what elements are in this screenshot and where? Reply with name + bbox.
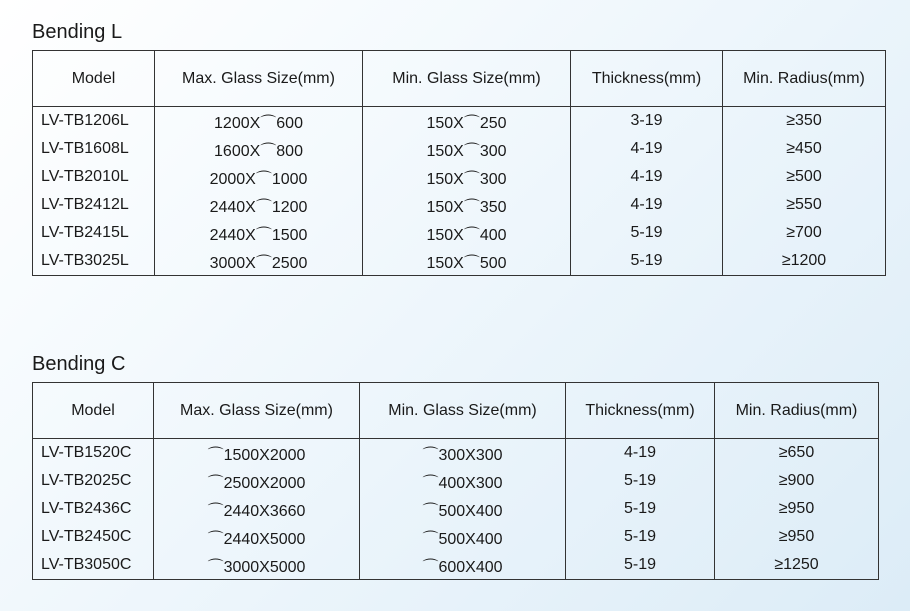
cell-max-size: 1200X⌒600 bbox=[155, 107, 363, 136]
cell-model: LV-TB2415L bbox=[33, 219, 155, 247]
col-header-model: Model bbox=[33, 383, 154, 439]
cell-min-size: 150X⌒400 bbox=[363, 219, 571, 247]
section-title: Bending L bbox=[32, 21, 123, 43]
bending-c-body bbox=[33, 439, 879, 580]
table-row bbox=[33, 551, 879, 580]
cell-min-size: ⌒600X400 bbox=[360, 551, 566, 580]
cell-model: LV-TB1520C bbox=[33, 439, 154, 468]
cell-thickness: 5-19 bbox=[566, 495, 715, 523]
cell-thickness: 3-19 bbox=[571, 107, 723, 136]
cell-max-size: 2440X⌒1200 bbox=[155, 191, 363, 219]
cell-thickness: 5-19 bbox=[571, 247, 723, 276]
bending-l-table bbox=[32, 50, 886, 276]
cell-min-radius: ≥950 bbox=[715, 523, 879, 551]
cell-model: LV-TB2450C bbox=[33, 523, 154, 551]
table-row bbox=[33, 439, 879, 468]
cell-thickness: 5-19 bbox=[566, 551, 715, 580]
cell-max-size: 3000X⌒2500 bbox=[155, 247, 363, 276]
cell-min-size: ⌒300X300 bbox=[360, 439, 566, 468]
col-header-min-size: Min. Glass Size(mm) bbox=[360, 383, 566, 439]
table-row bbox=[33, 467, 879, 495]
col-header-model: Model bbox=[33, 51, 155, 107]
bending-c-section bbox=[32, 352, 879, 580]
cell-min-radius: ≥950 bbox=[715, 495, 879, 523]
cell-model: LV-TB2436C bbox=[33, 495, 154, 523]
cell-max-size: 2000X⌒1000 bbox=[155, 163, 363, 191]
cell-thickness: 5-19 bbox=[571, 219, 723, 247]
header-row bbox=[33, 51, 886, 107]
cell-max-size: ⌒2440X5000 bbox=[154, 523, 360, 551]
section-title: Bending C bbox=[32, 353, 126, 375]
cell-thickness: 4-19 bbox=[566, 439, 715, 468]
cell-thickness: 5-19 bbox=[566, 523, 715, 551]
header-row bbox=[33, 383, 879, 439]
bending-l-body bbox=[33, 107, 886, 276]
table-row bbox=[33, 107, 886, 136]
table-row bbox=[33, 191, 886, 219]
col-header-thickness: Thickness(mm) bbox=[566, 383, 715, 439]
cell-model: LV-TB3050C bbox=[33, 551, 154, 580]
cell-thickness: 4-19 bbox=[571, 135, 723, 163]
table-row bbox=[33, 523, 879, 551]
cell-min-size: 150X⌒250 bbox=[363, 107, 571, 136]
cell-max-size: ⌒2440X3660 bbox=[154, 495, 360, 523]
cell-max-size: ⌒3000X5000 bbox=[154, 551, 360, 580]
col-header-max-size: Max. Glass Size(mm) bbox=[154, 383, 360, 439]
cell-min-size: ⌒400X300 bbox=[360, 467, 566, 495]
bending-c-table bbox=[32, 382, 879, 580]
cell-min-size: 150X⌒300 bbox=[363, 135, 571, 163]
cell-min-radius: ≥900 bbox=[715, 467, 879, 495]
table-row bbox=[33, 247, 886, 276]
cell-max-size: 1600X⌒800 bbox=[155, 135, 363, 163]
cell-min-size: 150X⌒500 bbox=[363, 247, 571, 276]
cell-thickness: 5-19 bbox=[566, 467, 715, 495]
cell-max-size: 2440X⌒1500 bbox=[155, 219, 363, 247]
cell-model: LV-TB1608L bbox=[33, 135, 155, 163]
cell-min-radius: ≥550 bbox=[723, 191, 886, 219]
cell-min-radius: ≥700 bbox=[723, 219, 886, 247]
cell-min-size: ⌒500X400 bbox=[360, 495, 566, 523]
bending-l-section bbox=[32, 20, 886, 276]
table-row bbox=[33, 135, 886, 163]
cell-min-size: 150X⌒300 bbox=[363, 163, 571, 191]
cell-min-size: ⌒500X400 bbox=[360, 523, 566, 551]
col-header-min-radius: Min. Radius(mm) bbox=[715, 383, 879, 439]
cell-model: LV-TB2010L bbox=[33, 163, 155, 191]
cell-model: LV-TB2412L bbox=[33, 191, 155, 219]
cell-min-radius: ≥450 bbox=[723, 135, 886, 163]
table-row bbox=[33, 219, 886, 247]
cell-model: LV-TB3025L bbox=[33, 247, 155, 276]
cell-thickness: 4-19 bbox=[571, 191, 723, 219]
cell-min-radius: ≥650 bbox=[715, 439, 879, 468]
cell-model: LV-TB1206L bbox=[33, 107, 155, 136]
col-header-max-size: Max. Glass Size(mm) bbox=[155, 51, 363, 107]
cell-min-size: 150X⌒350 bbox=[363, 191, 571, 219]
cell-min-radius: ≥500 bbox=[723, 163, 886, 191]
cell-min-radius: ≥1250 bbox=[715, 551, 879, 580]
col-header-min-size: Min. Glass Size(mm) bbox=[363, 51, 571, 107]
cell-thickness: 4-19 bbox=[571, 163, 723, 191]
cell-model: LV-TB2025C bbox=[33, 467, 154, 495]
col-header-min-radius: Min. Radius(mm) bbox=[723, 51, 886, 107]
col-header-thickness: Thickness(mm) bbox=[571, 51, 723, 107]
cell-min-radius: ≥1200 bbox=[723, 247, 886, 276]
table-row bbox=[33, 495, 879, 523]
cell-max-size: ⌒2500X2000 bbox=[154, 467, 360, 495]
cell-min-radius: ≥350 bbox=[723, 107, 886, 136]
cell-max-size: ⌒1500X2000 bbox=[154, 439, 360, 468]
table-row bbox=[33, 163, 886, 191]
